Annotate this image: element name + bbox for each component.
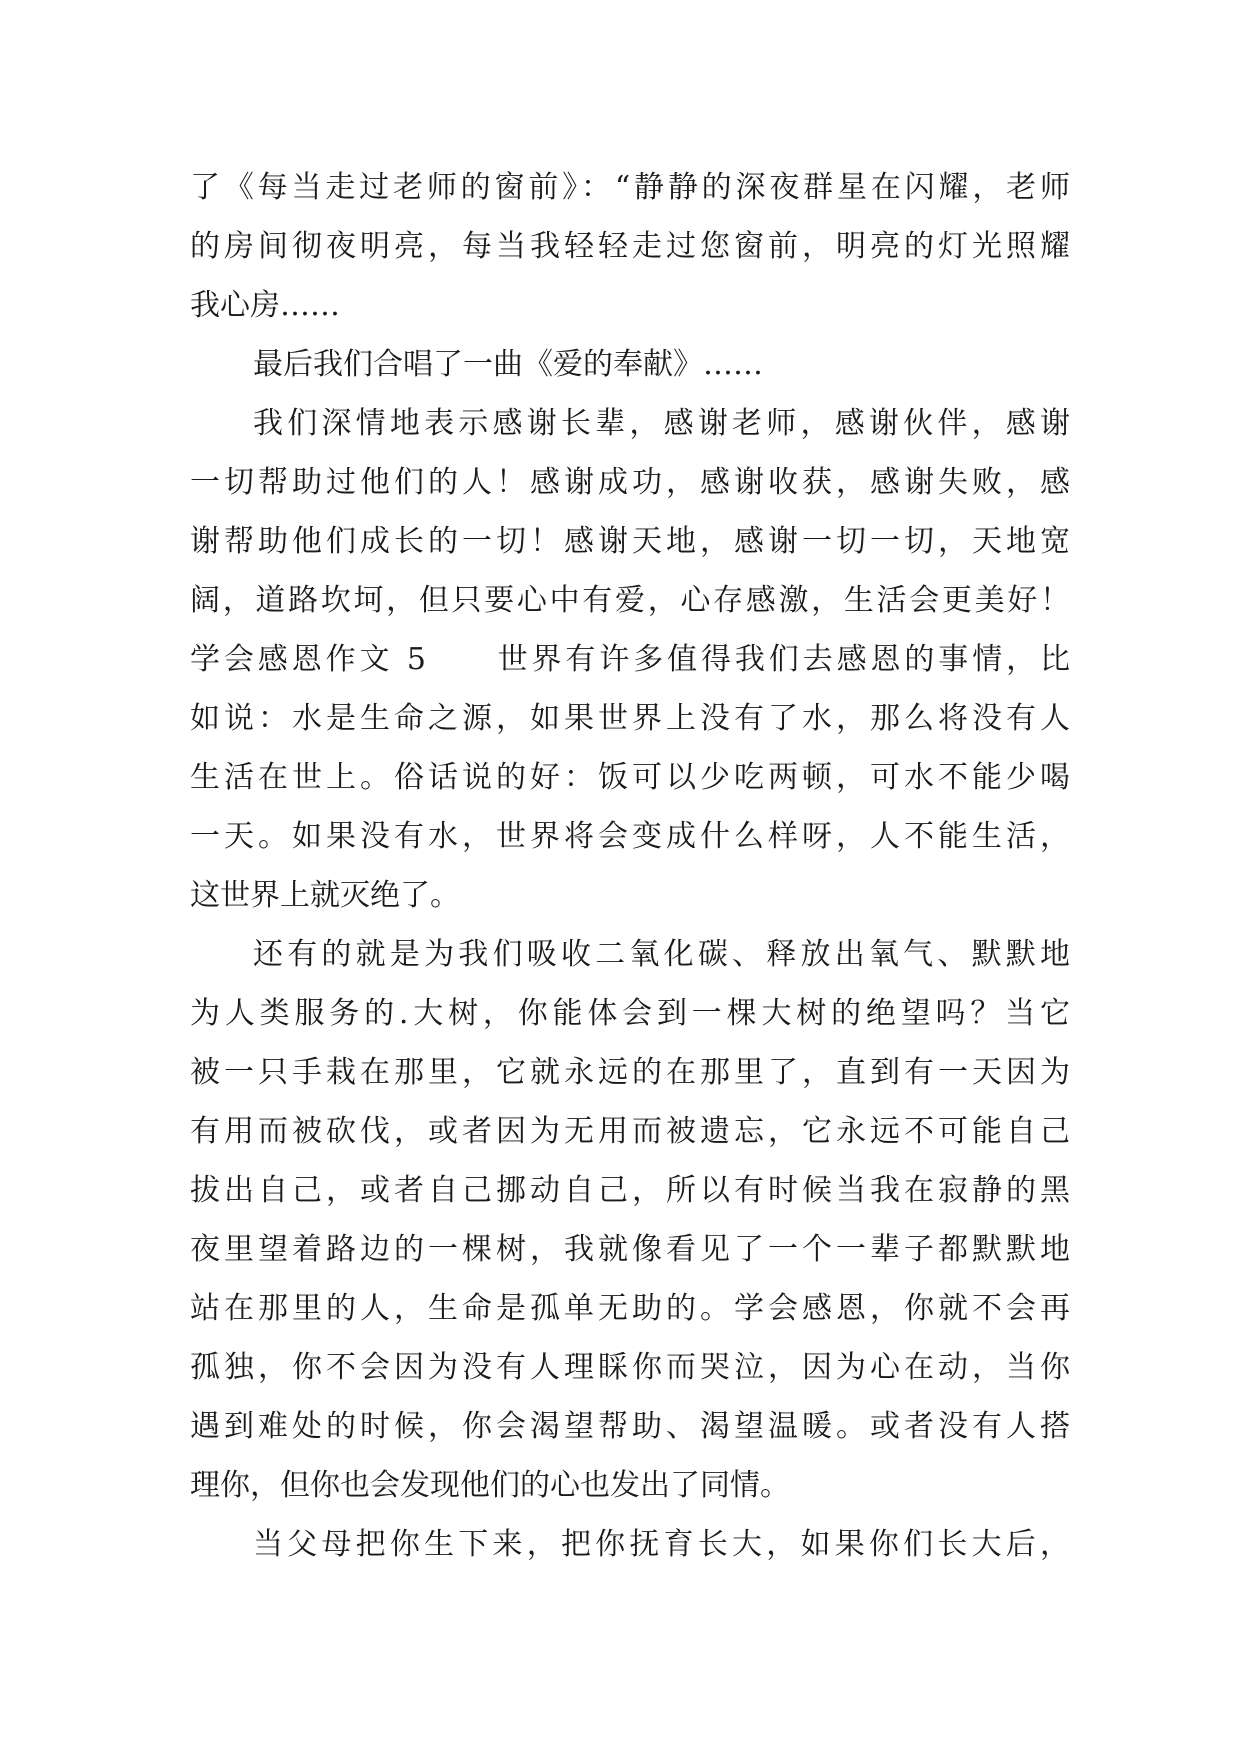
text-line: 学会感恩作文 5 世界有许多值得我们去感恩的事情，比 [190, 642, 1070, 677]
text-line: 还有的就是为我们吸收二氧化碳、释放出氧气、默默地 [253, 937, 1070, 972]
text-line: 了《每当走过老师的窗前》：“静静的深夜群星在闪耀，老师 [190, 170, 1070, 205]
text-line: 夜里望着路边的一棵树，我就像看见了一个一辈子都默默地 [190, 1232, 1070, 1267]
text-line: 一天。如果没有水，世界将会变成什么样呀，人不能生活， [190, 819, 1070, 854]
text-line: 一切帮助过他们的人！感谢成功，感谢收获，感谢失败，感 [190, 465, 1070, 500]
text-line: 站在那里的人，生命是孤单无助的。学会感恩，你就不会再 [190, 1291, 1070, 1326]
text-line: 谢帮助他们成长的一切！感谢天地，感谢一切一切，天地宽 [190, 524, 1070, 559]
text-line: 生活在世上。俗话说的好：饭可以少吃两顿，可水不能少喝 [190, 760, 1070, 795]
text-line: 的房间彻夜明亮，每当我轻轻走过您窗前，明亮的灯光照耀 [190, 229, 1070, 264]
text-line: 孤独，你不会因为没有人理睬你而哭泣，因为心在动，当你 [190, 1350, 1070, 1385]
text-line: 我们深情地表示感谢长辈，感谢老师，感谢伙伴，感谢 [253, 406, 1070, 441]
text-line: 阔，道路坎坷，但只要心中有爱，心存感激，生活会更美好！ [190, 583, 1070, 618]
text-line: 拔出自己，或者自己挪动自己，所以有时候当我在寂静的黑 [190, 1173, 1070, 1208]
text-line: 最后我们合唱了一曲《爱的奉献》…… [253, 347, 763, 382]
text-line: 为人类服务的.大树，你能体会到一棵大树的绝望吗？当它 [190, 996, 1070, 1031]
text-line: 被一只手栽在那里，它就永远的在那里了，直到有一天因为 [190, 1055, 1070, 1090]
body-text [190, 158, 1070, 1574]
text-line: 我心房…… [190, 288, 340, 323]
text-line: 遇到难处的时候，你会渴望帮助、渴望温暖。或者没有人搭 [190, 1409, 1070, 1444]
text-line: 理你，但你也会发现他们的心也发出了同情。 [190, 1468, 790, 1503]
text-line: 这世界上就灭绝了。 [190, 878, 460, 913]
text-line: 当父母把你生下来，把你抚育长大，如果你们长大后， [253, 1527, 1070, 1562]
text-line: 有用而被砍伐，或者因为无用而被遗忘，它永远不可能自己 [190, 1114, 1070, 1149]
text-line: 如说：水是生命之源，如果世界上没有了水，那么将没有人 [190, 701, 1070, 736]
